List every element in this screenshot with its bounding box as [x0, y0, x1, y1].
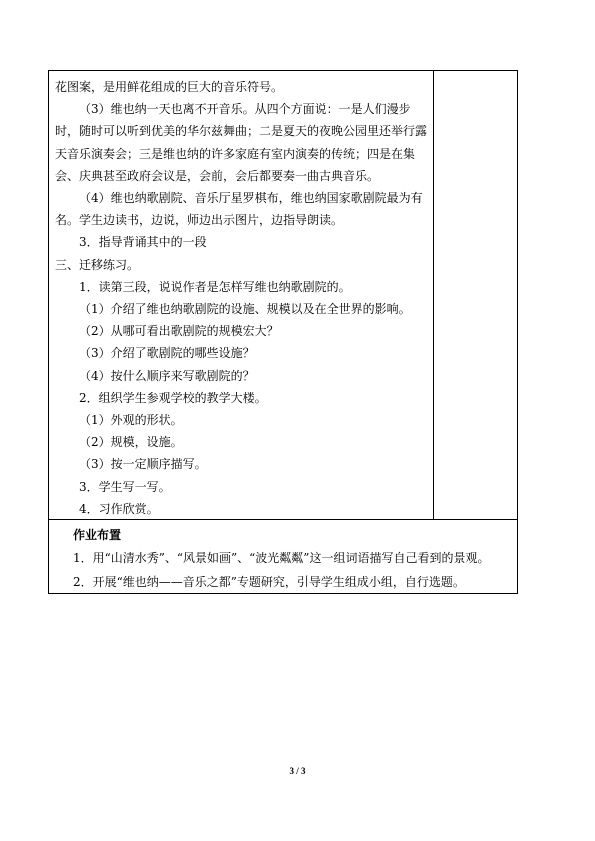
content-line: 3．指导背诵其中的一段 [79, 235, 207, 250]
content-line: （4）维也纳歌剧院、音乐厅星罗棋布，维也纳国家歌剧院最为有 [79, 191, 423, 206]
content-line: 3．学生写一写。 [79, 479, 171, 494]
content-line: （4）按什么顺序来写歌剧院的？ [79, 368, 255, 383]
content-line: （3）按一定顺序描写。 [79, 457, 207, 472]
section-heading: 三、迁移练习。 [55, 257, 140, 272]
content-line: 天音乐演奏会；三是维也纳的许多家庭有室内演奏的传统；四是在集 [55, 146, 416, 161]
content-line: 4．习作欣赏。 [79, 501, 159, 516]
content-line: 时，随时可以听到优美的华尔兹舞曲；二是夏天的夜晚公园里还举行露 [55, 124, 428, 139]
content-line: 1．读第三段，说说作者是怎样写维也纳歌剧院的。 [79, 279, 351, 294]
lesson-content-row [49, 71, 517, 520]
content-line: （1）外观的形状。 [79, 413, 183, 428]
lesson-table [48, 70, 518, 594]
content-line: 名。学生边读书，边说，师边出示图片，边指导朗读。 [55, 213, 344, 228]
content-line: （1）介绍了维也纳歌剧院的设施、规模以及在全世界的影响。 [79, 302, 411, 317]
homework-title: 作业布置 [73, 528, 122, 542]
notes-cell [434, 71, 517, 519]
homework-item: 2．开展“维也纳——音乐之都”专题研究，引导学生组成小组，自行选题。 [73, 575, 465, 589]
homework-item: 1．用“山清水秀”、“风景如画”、“波光粼粼”这一组词语描写自己看到的景观。 [73, 551, 490, 565]
page-number: 3 / 3 [289, 766, 306, 776]
content-line: 花图案，是用鲜花组成的巨大的音乐符号。 [55, 80, 284, 94]
lesson-content-cell [49, 71, 434, 519]
content-line: （2）从哪可看出歌剧院的规模宏大？ [79, 324, 279, 339]
content-line: （3）介绍了歌剧院的哪些设施？ [79, 346, 255, 361]
content-line: （3）维也纳一天也离不开音乐。从四个方面说：一是人们漫步 [79, 102, 411, 117]
content-line: （2）规模，设施。 [79, 435, 183, 450]
content-line: 2．组织学生参观学校的教学大楼。 [79, 390, 267, 405]
content-line: 会、庆典甚至政府会议是，会前，会后都要奏一曲古典音乐。 [55, 168, 380, 183]
homework-row [49, 520, 517, 593]
